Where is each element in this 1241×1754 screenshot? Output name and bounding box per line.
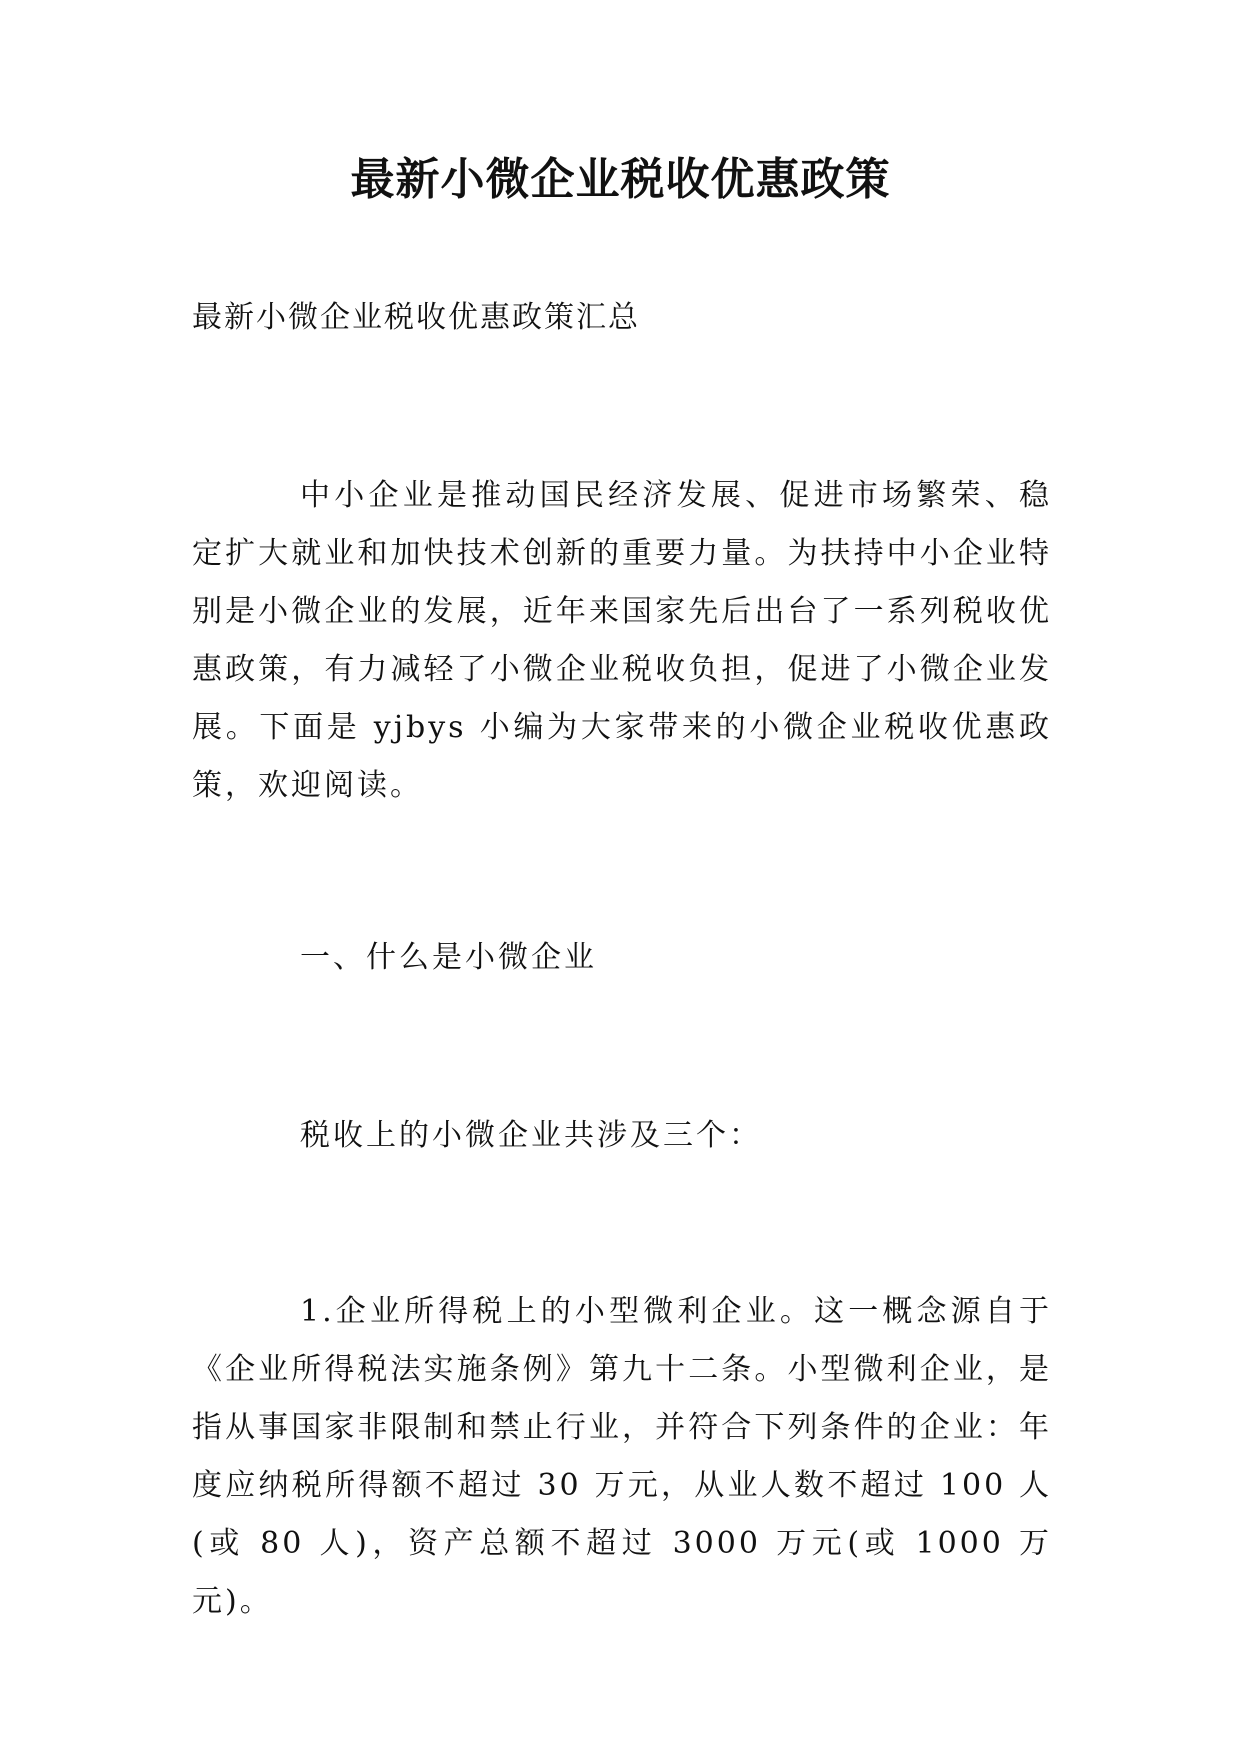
document-subtitle: 最新小微企业税收优惠政策汇总: [192, 300, 640, 335]
three-types-paragraph: 税收上的小微企业共涉及三个：: [300, 1118, 762, 1153]
document-title: 最新小微企业税收优惠政策: [350, 154, 891, 205]
section-heading: 一、什么是小微企业: [300, 940, 597, 975]
item-1-paragraph: 1.企业所得税上的小型微利企业。这一概念源自于《企业所得税法实施条例》第九十二条。小型微利企业，是指从事国家非限制和禁止行业，并符合下列条件的企业：年度应纳税所得额不超过 30 万元，从业人数不超过 100 人(或 80 人)，资产总额不超过 3000 万元(或 1000 万元)。: [192, 1294, 1052, 1619]
intro-paragraph: 中小企业是推动国民经济发展、促进市场繁荣、稳定扩大就业和加快技术创新的重要力量。为扶持中小企业特别是小微企业的发展，近年来国家先后出台了一系列税收优惠政策，有力减轻了小微企业税收负担，促进了小微企业发展。下面是 yjbys 小编为大家带来的小微企业税收优惠政策，欢迎阅读。: [192, 478, 1052, 803]
